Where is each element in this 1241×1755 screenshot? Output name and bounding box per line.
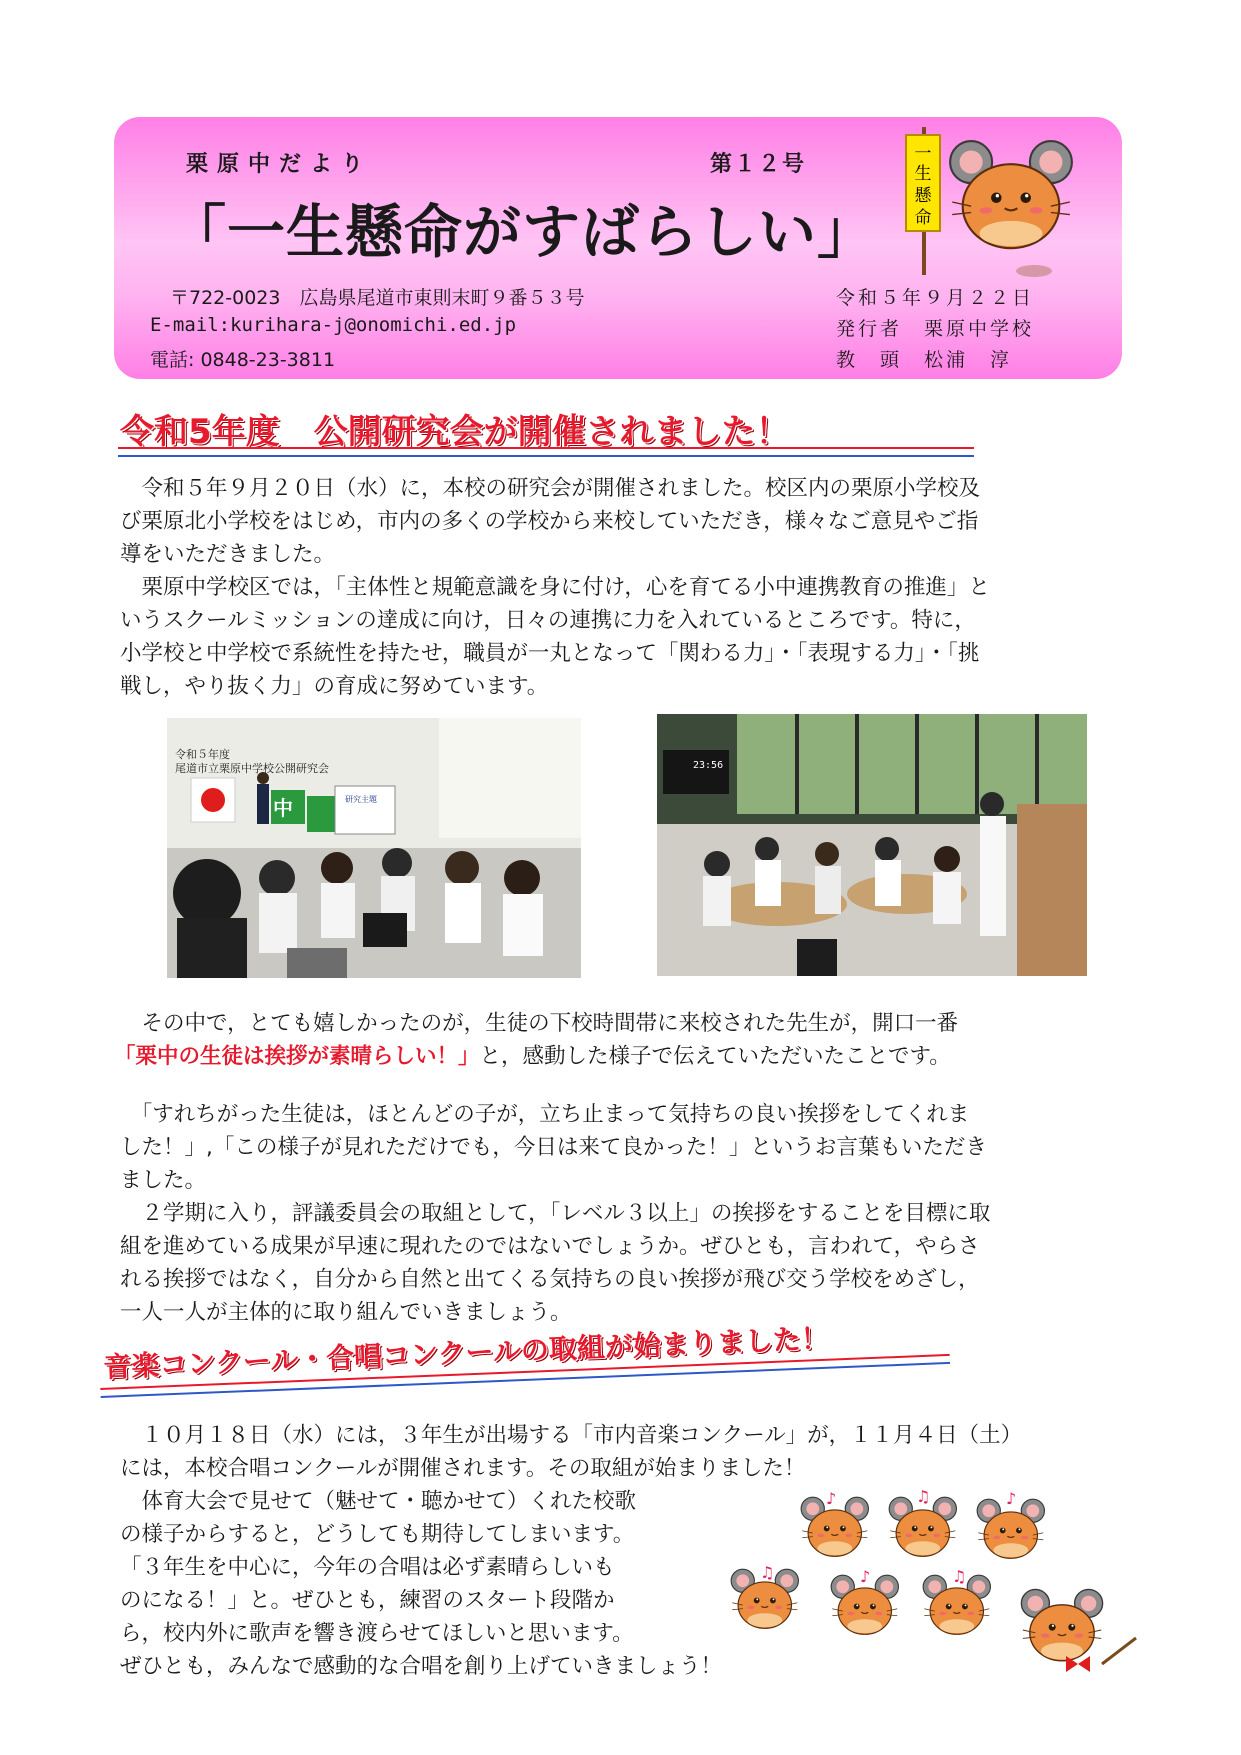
- body-line: 「３年生を中心に，今年の合唱は必ず素晴らしいも: [120, 1555, 615, 1580]
- svg-text:♫: ♫: [760, 1563, 775, 1582]
- svg-text:生: 生: [914, 164, 932, 184]
- section2-title: 音楽コンクール・合唱コンクールの取組が始まりました！: [102, 1321, 830, 1384]
- author: 教 頭 松浦 淳: [836, 349, 1013, 371]
- email: E-mail:kurihara-j@onomichi.ed.jp: [150, 314, 517, 336]
- newsletter-name: 栗原中だより: [186, 152, 373, 177]
- conductor-mouse-icon: [1021, 1589, 1102, 1660]
- body-line: れる挨拶ではなく，自分から自然と出てくる気持ちの良い挨拶が飛び交う学校をめざし，: [120, 1267, 980, 1292]
- photo-clock-text: 23:56: [693, 760, 724, 771]
- singing-mouse-icon: [977, 1499, 1044, 1558]
- photo-group-discussion: [657, 714, 1087, 976]
- body-line: [114, 1040, 951, 1073]
- svg-text:♪: ♪: [1006, 1489, 1017, 1508]
- singing-mouse-icon: [889, 1497, 956, 1556]
- body-line: 小学校と中学校で系統性を持たせ，職員が一丸となって「関わる力」・「表現する力」・「挑: [120, 641, 980, 666]
- body-line: ぜひとも，みんなで感動的な合唱を創り上げていきましょう！: [120, 1654, 723, 1679]
- body-line: 令和５年９月２０日（水）に，本校の研究会が開催されました。校区内の栗原小学校及: [120, 476, 981, 501]
- quote-tail: と，感動した様子で伝えていただいたことです。: [479, 1044, 951, 1069]
- body-line: １０月１８日（水）には，３年生が出場する「市内音楽コンクール」が，１１月４日（土）: [120, 1423, 1023, 1448]
- body-line: のになる！」と。ぜひとも，練習のスタート段階か: [120, 1588, 615, 1613]
- body-line: ました。: [120, 1168, 207, 1193]
- body-line: 組を進めている成果が早速に現れたのではないでしょうか。ぜひとも，言われて，やらさ: [120, 1234, 980, 1259]
- photo-banner-text: 尾道市立栗原中学校公開研究会: [175, 762, 329, 775]
- address: 〒722-0023 広島県尾道市東則末町９番５３号: [170, 287, 585, 309]
- svg-text:♪: ♪: [860, 1567, 871, 1586]
- body-line: いうスクールミッションの達成に向け，日々の連携に力を入れているところです。特に，: [120, 608, 976, 633]
- newsletter-title: 「一生懸命がすばらしい」: [168, 198, 877, 266]
- body-line: その中で，とても嬉しかったのが，生徒の下校時間帯に来校された先生が，開口一番: [120, 1011, 959, 1036]
- body-line: ２学期に入り，評議委員会の取組として，「レベル３以上」の挨拶をすることを目標に取: [120, 1201, 991, 1226]
- newsletter-header: [114, 117, 1122, 379]
- body-line: ら，校内外に歌声を響き渡らせてほしいと思います。: [120, 1621, 634, 1646]
- issue-date: 令和５年９月２２日: [836, 287, 1035, 309]
- body-line: の様子からすると，どうしても期待してしまいます。: [120, 1522, 635, 1547]
- issue-number: 第１２号: [710, 152, 807, 177]
- svg-text:♫: ♫: [952, 1567, 967, 1586]
- svg-text:一: 一: [914, 144, 932, 164]
- body-line: 栗原中学校区では，「主体性と規範意識を身に付け，心を育てる小中連携教育の推進」と: [120, 575, 990, 600]
- greeting-quote: 「栗中の生徒は挨拶が素晴らしい！」: [114, 1044, 480, 1069]
- mascot-with-banner-icon: [894, 125, 1094, 285]
- body-line: 導をいただきました。: [120, 542, 336, 567]
- svg-text:懸: 懸: [914, 186, 932, 206]
- photo-banner-text: 令和５年度: [175, 748, 230, 761]
- body-line: 体育大会で見せて（魅せて・聴かせて）くれた校歌: [120, 1489, 637, 1514]
- svg-text:♪: ♪: [826, 1489, 837, 1508]
- svg-text:♫: ♫: [916, 1488, 931, 1506]
- photo-screen-text: 研究主題: [345, 795, 377, 804]
- publisher: 発行者 栗原中学校: [836, 318, 1035, 340]
- body-line: した！」,「この様子が見れただけでも，今日は来て良かった！」というお言葉もいただき: [120, 1135, 987, 1160]
- photo-research-meeting: [167, 718, 581, 978]
- singing-mascots-illustration: [730, 1488, 1150, 1718]
- photo-board-text: 中: [273, 796, 293, 820]
- body-line: 一人一人が主体的に取り組んでいきましょう。: [120, 1300, 572, 1325]
- phone: 電話: 0848-23-3811: [150, 349, 336, 371]
- body-line: 戦し，やり抜く力」の育成に努めています。: [120, 674, 549, 699]
- svg-text:命: 命: [914, 208, 932, 228]
- section1-underline: [118, 447, 974, 457]
- body-line: 「すれちがった生徒は，ほとんどの子が，立ち止まって気持ちの良い挨拶をしてくれま: [120, 1102, 970, 1127]
- body-line: び栗原北小学校をはじめ，市内の多くの学校から来校していただき，様々なご意見やご指: [120, 509, 979, 534]
- section1-title: 令和5年度 公開研究会が開催されました！: [120, 412, 790, 452]
- body-line: には，本校合唱コンクールが開催されます。その取組が始まりました！: [120, 1456, 806, 1481]
